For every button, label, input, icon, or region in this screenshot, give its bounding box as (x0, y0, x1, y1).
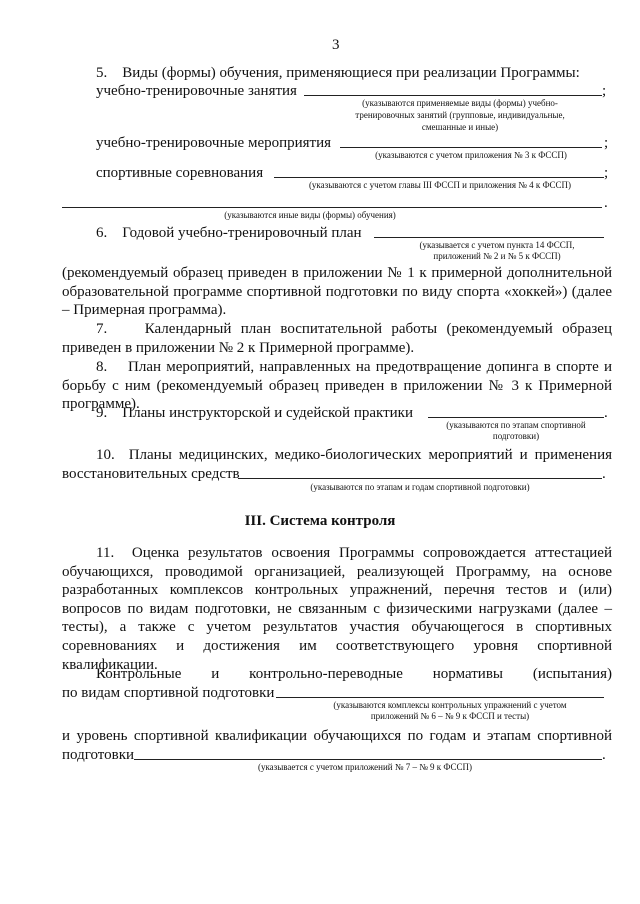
section9-label: 9. Планы инструкторской и судейской практики (96, 405, 413, 421)
other-forms-end: . (604, 195, 608, 211)
norms-label: по видам спортивной подготовки (62, 685, 275, 701)
section-heading: III. Система контроля (244, 513, 396, 529)
competitions-note: (указываются с учетом главы III ФССП и приложения № 4 к ФССП) (308, 180, 572, 190)
section11-text: 11. Оценка результатов освоения Программы сопровождается аттестацией обучающихся, проводимой организацией, реализующей Программу, на основе разработанных комплексов контрольных упражнений, перечня тестов и (или) вопросов по видам подготовки, не связанным с физическими нагрузками (далее – тесты), а также с учетом результатов участия обучающегося в спортивных соревнованиях и достижения им соответствующего уровня спортивной квалификации. (62, 545, 612, 673)
trainings-end: ; (602, 83, 607, 99)
norms-line: Контрольные и контрольно-переводные нормативы (испытания) (96, 666, 612, 682)
level-end: . (602, 747, 606, 763)
level-note: (указывается с учетом приложений № 7 – № 9 к ФССП) (257, 762, 473, 772)
other-forms-field-line (62, 207, 602, 208)
competitions-label: спортивные соревнования (96, 165, 264, 181)
section6-note-2: приложений № 2 и № 5 к ФССП) (433, 251, 561, 261)
level-label: подготовки (62, 747, 135, 763)
level-line: и уровень спортивной квалификации обучающихся по годам и этапам спортивной (62, 728, 612, 744)
level-field-line (134, 759, 602, 760)
trainings-label: учебно-тренировочные занятия (96, 83, 297, 99)
section9-note-2: подготовки) (492, 431, 540, 441)
events-note: (указываются с учетом приложения № 3 к ФССП) (375, 150, 567, 160)
other-forms-note: (указываются иные виды (формы) обучения) (224, 210, 396, 220)
events-label: учебно-тренировочные мероприятия (96, 135, 332, 151)
section10-field-line (238, 478, 602, 479)
section6-text: (рекомендуемый образец приведен в приложении № 1 к примерной дополнительной образовательной программе спортивной подготовки по виду спорта «хоккей») (далее – Примерная программа). (62, 265, 612, 319)
norms-note-1: (указываются комплексы контрольных упражнений с учетом (333, 700, 567, 710)
competitions-field-line (274, 177, 604, 178)
section7-text: 7. Календарный план воспитательной работы (рекомендуемый образец приведен в приложении № 2 к Примерной программе). (62, 321, 612, 356)
section9-end: . (604, 405, 608, 421)
trainings-note-2: тренировочных занятий (групповые, индивидуальные, (355, 110, 565, 120)
trainings-field-line (304, 95, 602, 96)
trainings-note-1: (указываются применяемые виды (формы) учебно- (362, 98, 558, 108)
section8-text: 8. План мероприятий, направленных на предотвращение допинга в спорте и борьбу с ним (рекомендуемый образец приведен в приложении № 3 к Примерной программе). (62, 359, 612, 413)
page-number: 3 (332, 37, 340, 53)
competitions-end: ; (604, 165, 609, 181)
norms-field-line (276, 697, 604, 698)
trainings-note-3: смешанные и иные) (421, 122, 499, 132)
section6-note-1: (указывается с учетом пункта 14 ФССП, (419, 240, 575, 250)
section9-note-1: (указываются по этапам спортивной (446, 420, 586, 430)
section10-line1: 10. Планы медицинских, медико-биологических мероприятий и применения (96, 447, 612, 463)
section10-note: (указываются по этапам и годам спортивной подготовки) (310, 482, 530, 492)
section5-title: 5. Виды (формы) обучения, применяющиеся при реализации Программы: (96, 65, 580, 81)
section9-field-line (428, 417, 604, 418)
events-end: ; (604, 135, 609, 151)
section6-field-line (374, 237, 604, 238)
section10-label: восстановительных средств (62, 466, 240, 482)
events-field-line (340, 147, 602, 148)
norms-note-2: приложений № 6 – № 9 к ФССП и тесты) (370, 711, 530, 721)
section10-end: . (602, 466, 606, 482)
section6-label: 6. Годовой учебно-тренировочный план (96, 225, 362, 241)
